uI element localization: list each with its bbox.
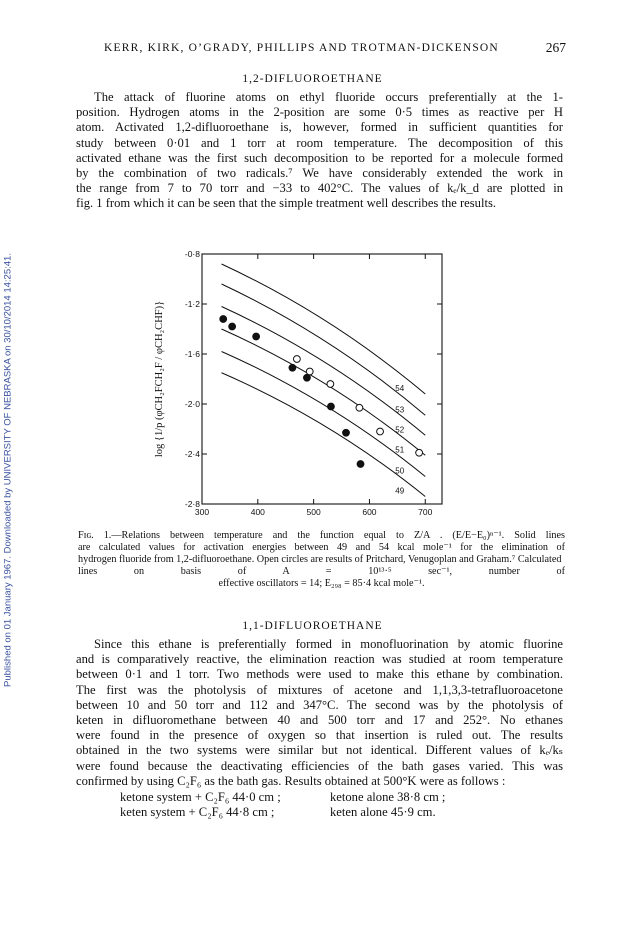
y-tick-label: -2·4 <box>184 449 200 459</box>
results-row <box>120 790 540 805</box>
text-line: obtained in the two systems were similar but not identical. Different values of kₑ/kₛ <box>76 743 563 758</box>
data-point-filled <box>253 333 260 340</box>
data-point-open <box>416 449 423 456</box>
caption-line: Fɪɢ. 1.—Relations between temperature and the function equal to Z/A . (E/E−E₀)ⁿ⁻¹. Solid lines <box>78 530 565 541</box>
calculated-line-label: 49 <box>395 486 405 496</box>
calculated-line-label: 52 <box>395 425 405 435</box>
text-line: The first was the photolysis of mixtures of acetone and 1,1,3,3-tetrafluoroacetone <box>76 682 563 697</box>
calculated-line-54 <box>222 264 426 394</box>
caption-line: are calculated values for activation energies between 49 and 54 kcal mole⁻¹ for the elimination of <box>78 542 565 553</box>
y-tick-label: -2·0 <box>184 399 200 409</box>
caption-line: effective oscillators = 14; E₂₉₈ = 85·4 kcal mole⁻¹. <box>218 578 425 589</box>
data-point-filled <box>220 316 227 323</box>
results-cell: ketone system + C₂F₆ 44·0 cm ; <box>120 790 281 804</box>
data-point-filled <box>357 461 364 468</box>
calculated-line-label: 51 <box>395 445 405 455</box>
text-line: The attack of fluorine atoms on ethyl fluoride occurs preferentially at the 1- <box>94 90 563 104</box>
calculated-line-label: 50 <box>395 466 405 476</box>
y-axis-label: log {1/p (φCH₂FCH₂F / φCH₂CHF)} <box>154 300 165 458</box>
data-point-filled <box>289 364 296 371</box>
y-tick-label: -0·8 <box>184 249 200 259</box>
calculated-line-label: 54 <box>395 384 405 393</box>
text-line: the range from 7 to 70 torr and −33 to 402°C. The values of kₑ/k_d are plotted in <box>76 181 563 196</box>
text-line: study between 0·01 and 1 torr at room temperature. The decomposition of this <box>76 135 563 150</box>
section-heading-1-2-difluoroethane: 1,2-DIFLUOROETHANE <box>242 73 383 85</box>
figure-1-caption <box>78 530 565 590</box>
figure-1-chart <box>0 225 624 525</box>
calculated-line-label: 53 <box>395 405 405 415</box>
results-list <box>120 790 540 820</box>
results-row <box>120 805 540 820</box>
text-line: were found because the deactivating efficiencies of the bath gases varied. This was <box>76 758 563 773</box>
x-tick-label: 400 <box>250 507 265 517</box>
download-watermark-text: Published on 01 January 1967. Downloaded by UNIVERSITY OF NEBRASKA on 30/10/2014 14:25:41. <box>2 253 14 687</box>
y-tick-label: -1·2 <box>184 299 200 309</box>
text-line: between 0·1 and 1 torr. Two methods were used to make this ethane by combination. <box>76 667 563 682</box>
text-line: by the combination of two radicals.⁷ We have considerably extended the work in <box>76 166 563 181</box>
caption-line: hydrogen fluoride from 1,2-difluoroethane. Open circles are results of Pritchard, Venugoplan and Graham.⁷ Calculated lines on basis of A = 10¹³·⁵ sec⁻¹, number of <box>78 554 565 577</box>
x-tick-label: 700 <box>418 507 433 517</box>
text-line: between 10 and 50 torr and 112 and 347°C. The second was by the photolysis of <box>76 697 563 712</box>
results-cell: keten alone 45·9 cm. <box>330 805 436 820</box>
data-point-filled <box>229 323 236 330</box>
text-line: keten in difluoromethane between 40 and 500 torr and 17 and 252°. No ethanes <box>76 713 563 728</box>
results-cell: ketone alone 38·8 cm ; <box>330 790 446 804</box>
data-point-open <box>327 381 334 388</box>
x-tick-label: 300 <box>194 507 210 517</box>
text-line: confirmed by using C₂F₆ as the bath gas. Results obtained at 500°K were as follows : <box>76 773 506 788</box>
running-head: KERR, KIRK, O’GRADY, PHILLIPS AND TROTMAN-DICKENSON <box>104 42 499 54</box>
y-tick-label: -1·6 <box>184 349 200 359</box>
data-point-open <box>377 428 384 435</box>
data-point-filled <box>343 429 350 436</box>
y-tick-label: -2·8 <box>184 499 200 509</box>
text-line: atom. Activated 1,2-difluoroethane is, however, formed in sufficient quantities for <box>76 120 563 135</box>
data-point-open <box>306 368 313 375</box>
text-line: and is comparatively reactive, the elimination reaction was studied at room temperature <box>76 652 563 667</box>
data-point-filled <box>328 403 335 410</box>
calculated-line-53 <box>222 284 426 415</box>
text-line: fig. 1 from which it can be seen that the simple treatment well describes the results. <box>76 196 497 211</box>
text-line: position. Hydrogen atoms in the 2-position are some 0·5 times as reactive per H <box>76 105 563 120</box>
text-line: activated ethane was the first such decomposition to be reported for a molecule formed <box>76 150 563 165</box>
x-axis-label <box>313 524 333 525</box>
x-tick-label: 500 <box>306 507 321 517</box>
text-line: Since this ethane is preferentially formed in monofluorination by atomic fluorine <box>94 637 563 651</box>
section-heading-1-1-difluoroethane: 1,1-DIFLUOROETHANE <box>242 620 383 632</box>
data-point-open <box>356 404 363 411</box>
results-cell: keten system + C₂F₆ 44·8 cm ; <box>120 805 275 820</box>
calculated-line-52 <box>222 307 426 436</box>
paragraph-1-2-difluoroethane <box>76 90 563 212</box>
text-line: were found in the presence of oxygen so that insertion is ruled out. The results <box>76 728 563 743</box>
paragraph-1-1-difluoroethane <box>76 637 563 789</box>
page-number: 267 <box>545 40 566 55</box>
x-tick-label: 600 <box>362 507 377 517</box>
data-point-open <box>293 356 300 363</box>
